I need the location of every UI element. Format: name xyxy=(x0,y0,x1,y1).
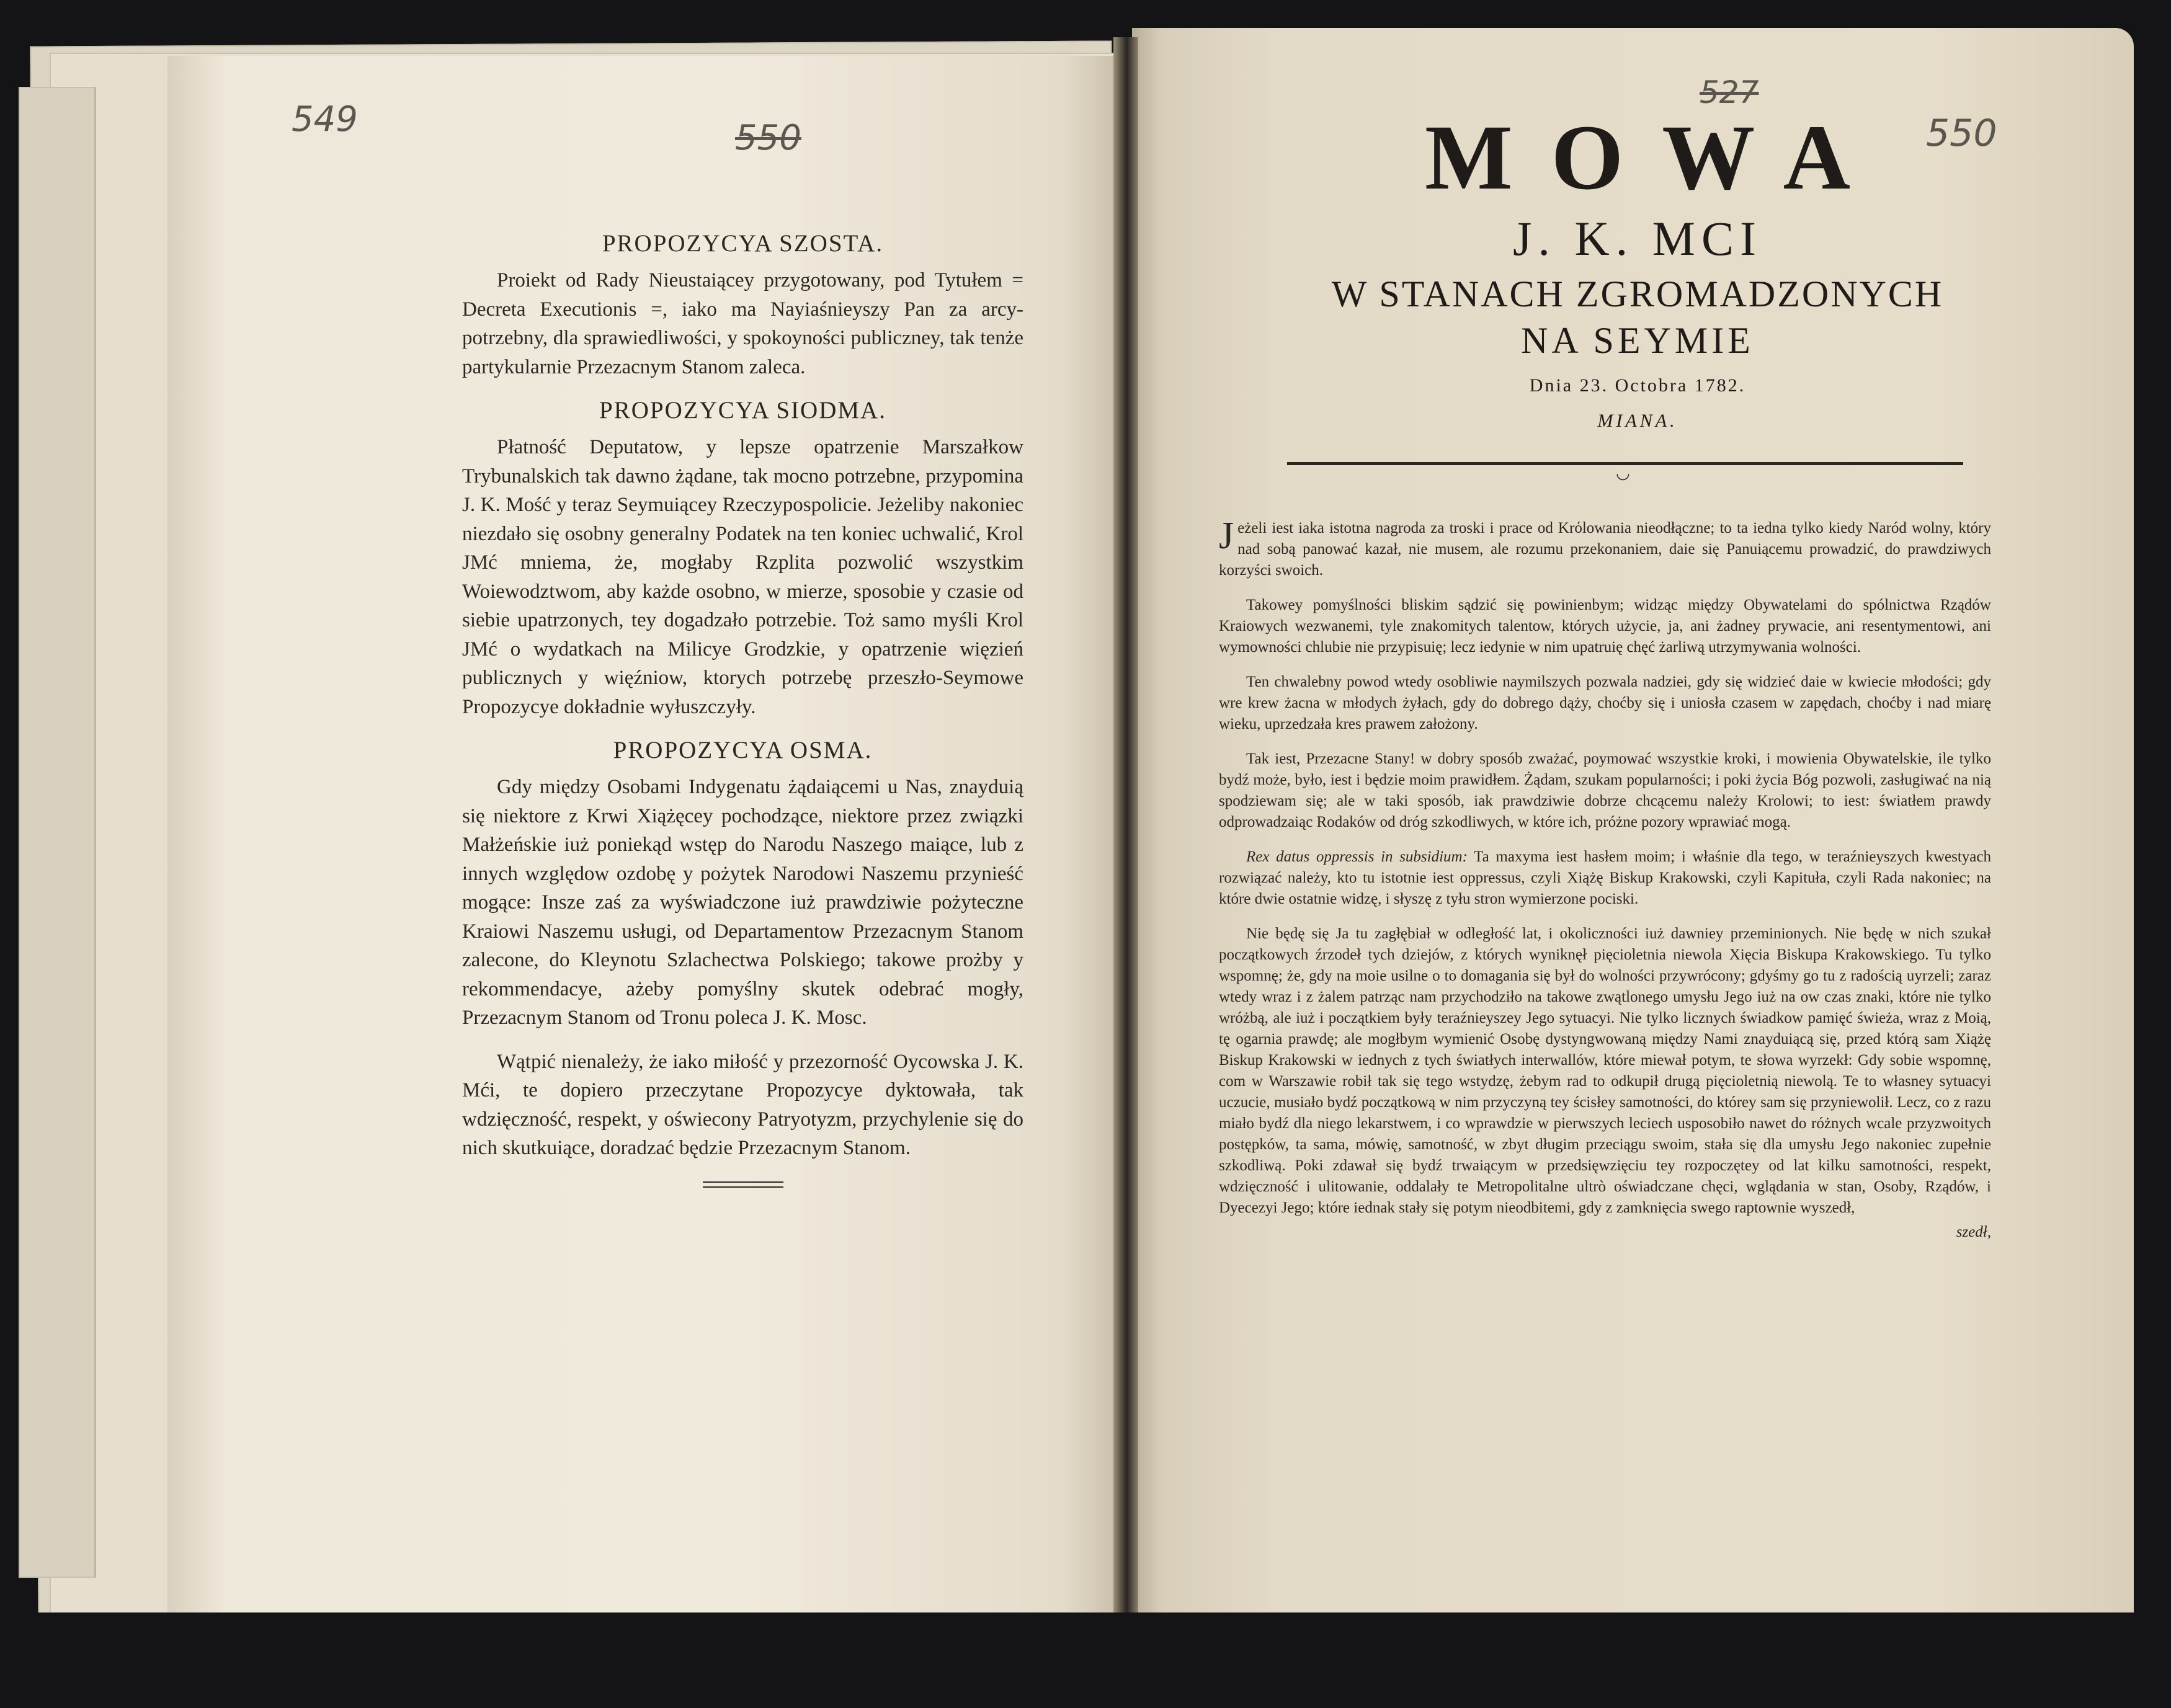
paragraph: Gdy między Osobami Indygenatu żądaiącemi u Nas, znayduią się niektore z Krwi Xiążęcey pochodzące, niektore przez związki Małżeńskie iuż poniekąd wstęp do Narodu Naszego maiące, lub z innych względow ozdobę y pożytek Narodowi Naszemu przynieść mogące: Insze zaś za wyświadczone iuż prawdziwie pożyteczne Kraiowi Naszemu usługi, od Departamentow Przezacnym Stanom zalecone, do Kleynotu Szlachectwa Polskiego; takowe prożby y rekommendacye, ażeby pomyślny skutek odebrać mogły, Przezacnym Stanom od Tronu poleca J. K. Mosc. xyxy=(462,776,1023,1029)
page-title: MOWA xyxy=(1425,106,1889,209)
paragraph: Płatność Deputatow, y lepsze opatrzenie Marszałkow Trybunalskich tak dawno żądane, tak mocno potrzebne, przypomina J. K. Mość y teraz Seymuiącey Rzeczypospolicie. Jeżeliby nakoniec niezdało się osobny generalny Podatek na ten koniec uchwalić, Krol JMć mniema, że, mogłaby Rzplita pozwolić wszystkim Woiewodztwom, aby każde osobno, w mierze, sposobie y czasie od siebie upatrzonych, tey dogadzało potrzebie. Toż samo myśli Krol JMć o wydatkach na Milicye Grodzkie, y opatrzenie więzień publicznych y więźniow, ktorych potrzebę przeszło-Seymowe Propozycye dokładnie wyłuszczyły. xyxy=(462,436,1023,718)
section-heading: PROPOZYCYA OSMA. xyxy=(613,737,873,763)
paragraph: Tak iest, Przezacne Stany! w dobry sposób zważać, poymować wszystkie kroki, i mowienia Obywatelskie, ile tylko bydź może, było, iest i będzie moim prawidłem. Żądam, szukam popularności; i poki życia Bóg pozwoli, zasługiwać na nią spodziewam się; ale w taki sposób, iak prawdziwie dobrze chcącemu należy Krolowi; to iest: światłem prawdy odprowadzaiąc Rodaków od dróg szkodliwych, w które ich, próżne pozory wprawiać mogą. xyxy=(1219,750,1991,830)
paragraph: Proiekt od Rady Nieustaiącey przygotowany, pod Tytułem = Decreta Executionis =, iako ma Nayiaśnieyszy Pan za arcy-potrzebny, dla sprawiedliwości, y spokoyności publiczney, tak tenże partykularnie Przezacnym Stanom zaleca. xyxy=(462,269,1023,378)
title-line: NA SEYMIE xyxy=(1521,320,1754,361)
folio-number: 550 xyxy=(1926,112,1997,155)
drop-capital: J xyxy=(1219,515,1234,557)
paragraph: Ten chwalebny powod wtedy osobliwie naymilszych pozwala nadziei, gdy się widzieć daie w kwiecie młodości; gdy wre krew żacna w młodych żyłach, gdy do dobrego dąży, choćby się i uniosła czasem w zapędach, choćby i nad miarę wieku, uprzedzała kres prawem założony. xyxy=(1219,674,1991,732)
paragraph: Takowey pomyślności bliskim sądzić się powinienbym; widząc między Obywatelami do spólnictwa Rządów Kraiowych wezwanemi, tyle znakomitych talentow, których użycie, ja, ani żadney prywacie, ani resentymentowi, ani wymowności chlubie nie przypisuię; lecz iedynie w nim upatruię chęć żarliwą utrzymywania wolności. xyxy=(1219,597,1991,656)
section-heading: PROPOZYCYA SZOSTA. xyxy=(602,230,884,257)
subtitle: MIANA. xyxy=(1597,411,1678,431)
paragraph: Wątpić nienależy, że iako miłość y przezorność Oycowska J. K. Mći, te dopiero przeczytane Propozycye dyktowała, tak wdzięczność, respekt, y oświecony Patryotyzm, przychylenie się do nich skutkuiące, doradzać będzie Przezacnym Stanom. xyxy=(462,1050,1023,1159)
title-line: J. K. MCI xyxy=(1512,211,1763,265)
paragraph: Rex datus oppressis in subsidium: Ta maxyma iest hasłem moim; i właśnie dla tego, w teraźnieyszych kwestyach rozwiązać należy, kto tu istotnie iest oppressus, czyli Xiążę Biskup Krakowski, czyli Kapituła, czyli Rada nakoniec; na które dwie ostatnie widzę, i słyszę z tyłu stron wymierzone pociski. xyxy=(1219,848,1992,907)
book-gutter xyxy=(1113,37,1138,1650)
folio-number: 550 xyxy=(735,118,801,158)
latin-maxim: Rex datus oppressis in subsidium: xyxy=(1246,848,1468,865)
title-line: W STANACH ZGROMADZONYCH xyxy=(1331,274,1944,314)
folio-number: 549 xyxy=(292,99,358,140)
folio-number: 527 xyxy=(1700,74,1759,110)
end-rule xyxy=(703,1181,783,1188)
rule-ornament: ◡ xyxy=(1616,464,1630,482)
page-edges xyxy=(19,87,96,1578)
right-page-text xyxy=(1219,515,1992,1241)
catchword: szedł, xyxy=(1956,1224,1991,1240)
paragraph: Nie będę się Ja tu zagłębiał w odległość lat, i okoliczności iuż dawniey przeminionych. Nie będę w nich szukał początkowych źrzodeł tych dziejów, z których wyniknęł pięcioletnia niewola Xięcia Biskupa Krakowskiego. Tu tylko wspomnę; że, gdy na moie usilne o to domagania się był do wolności przywrócony; gdyśmy go tu z radością uyrzeli; zaraz wtedy wraz i z żalem patrząc nam przychodziło na takowe zwątlonego umysłu Jego iuż na ow czas znaki, które nie tylko wróżbą, ale iuż i początkiem były teraźnieyszey Jego sytuacyi. Nie tylko licznych świadkow pamięć świeża, wraz z Moią, tę ogarnia prawdę; ale mogłbym wymienić Osobę dystyngwowaną między Nami znayduiącą się, przed którą sam Xiążę Biskup Krakowski w iednych z tych światłych interwallów, które miewał potym, te słowa wyrzekł: Gdy sobie wspomnę, com w Warszawie robił tak się tego wstydzę, żebym rad to odkupił drugą pięcioletnią niewolą. Te to własney sytuacyi uczucie, musiało bydź początkową w nim przyczyną tey ścisłey samotności, do którey sam się przyniewolił. Lecz, co z razu miało bydź dla niego lekarstwem, i co wprawdzie w pierwszych leciech usposobiło nawet do różnych wcale przyzwoitych postępków, ta sama, mówię, samotność, w zbyt długim przeciągu swoim, stała się dla umysłu Jego nakoniec zupełnie szkodliwą. Poki zdawał się bydź trwaiącym w przedsięwzięciu tey rozpoczętey od lat kilku samotności, respekt, wdzięczność i ulitowanie, oddalały te Metropolitalne ultrò oświadczane chęci, wglądania w stan, Osoby, Rządów, i Dyecezyi Jego; które iednak stały się potym nieodbitemi, gdy z zamknięcia swego raptownie wyszedł, xyxy=(1219,925,1991,1216)
background xyxy=(0,1612,2171,1708)
left-page-text xyxy=(462,229,1023,1188)
section-heading: PROPOZYCYA SIODMA. xyxy=(599,397,886,424)
paragraph: Jeżeli iest iaka istotna nagroda za troski i prace od Krόlowania nieodłączne; to ta iedna tylko kiedy Naród wolny, który nad sobą panować kazał, nie musem, ale rozumu przekonaniem, daie się Panuiącemu prowadzić, do prawdziwych korzyści swoich. xyxy=(1219,515,1991,579)
date-line: Dnia 23. Octobra 1782. xyxy=(1529,375,1746,396)
